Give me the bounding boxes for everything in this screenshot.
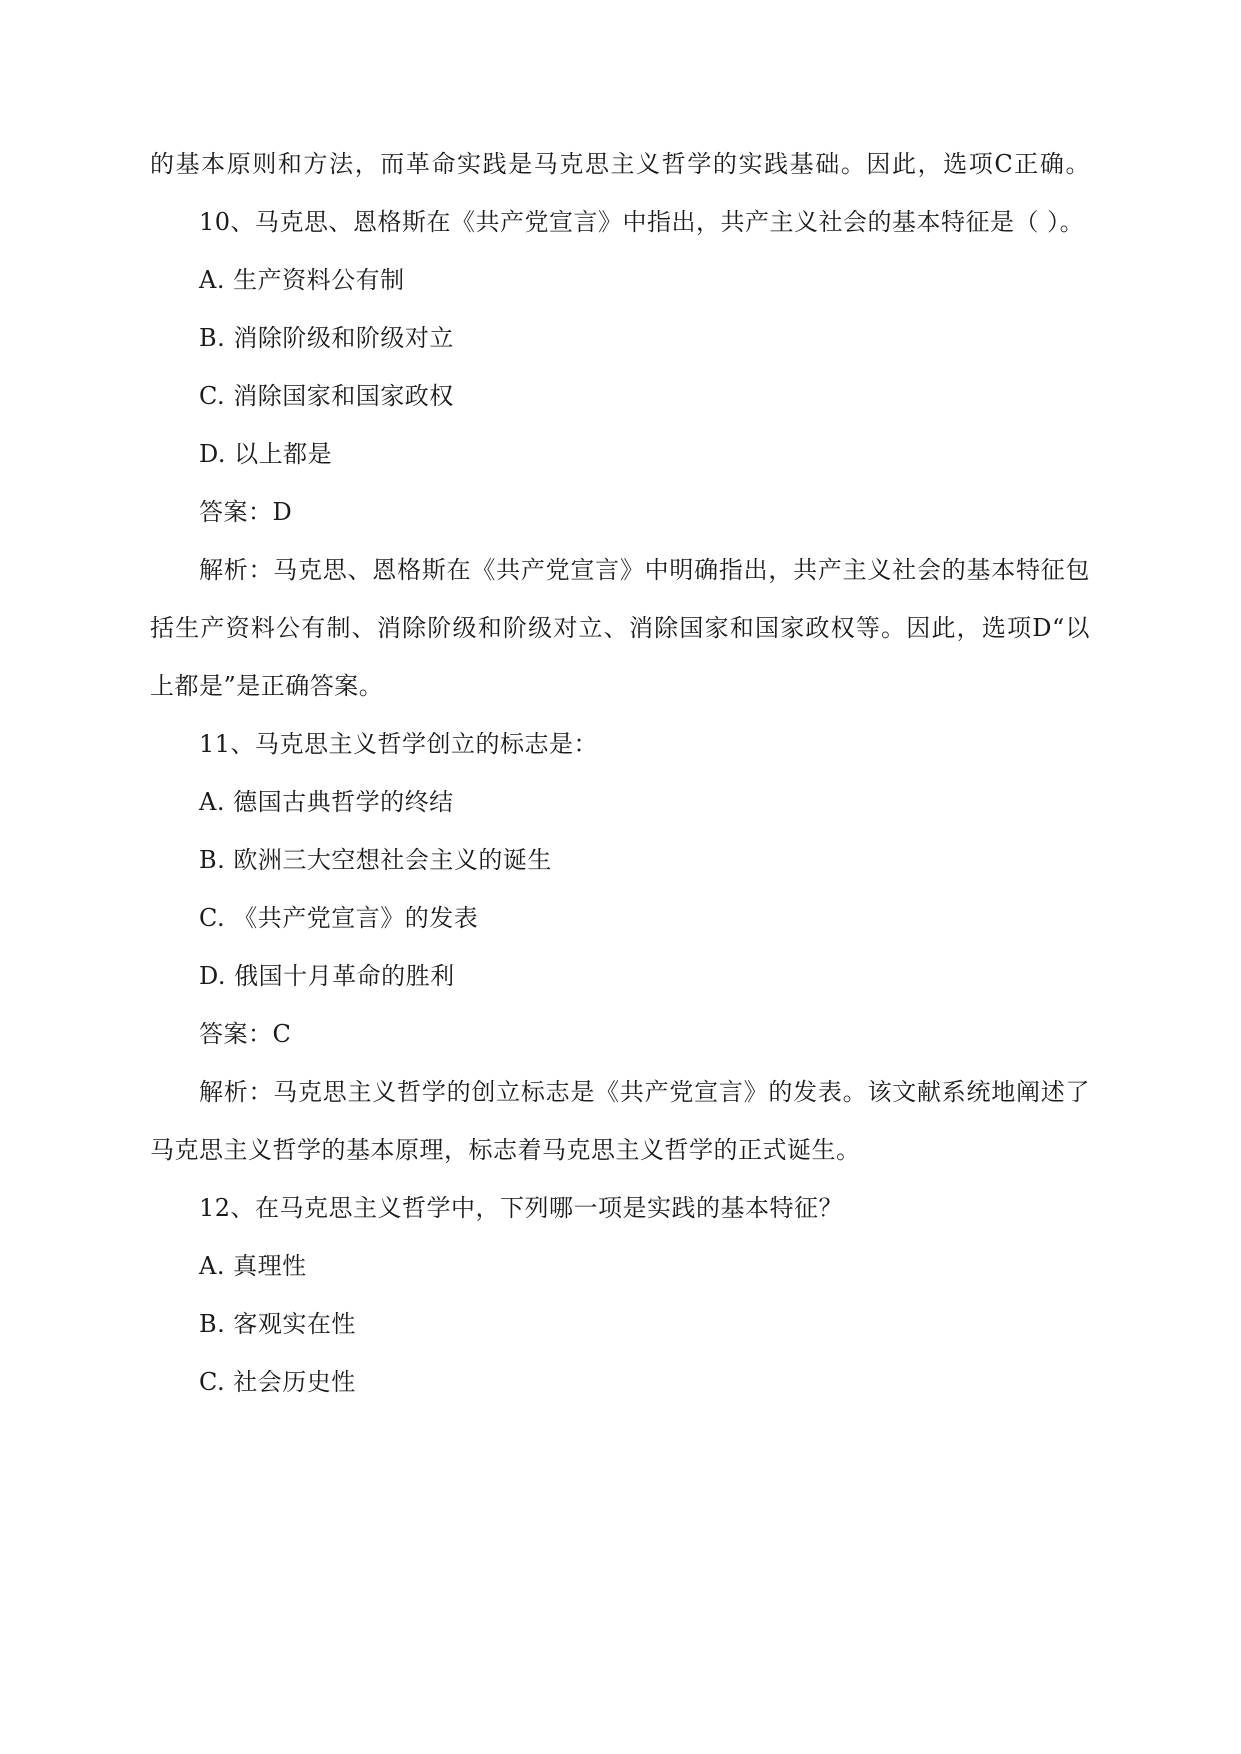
question-11-text: 11、马克思主义哲学创立的标志是： — [199, 730, 599, 758]
question-10-analysis-line-3: 上都是”是正确答案。 — [150, 672, 384, 700]
question-11-analysis-line-2: 马克思主义哲学的基本原理，标志着马克思主义哲学的正式诞生。 — [150, 1136, 861, 1164]
question-10-option-c: C. 消除国家和国家政权 — [199, 382, 454, 410]
question-10-answer: 答案：D — [199, 498, 293, 526]
question-10-option-b: B. 消除阶级和阶级对立 — [199, 324, 454, 352]
question-12-option-a: A. 真理性 — [199, 1252, 307, 1280]
question-11-analysis-line-1: 解析：马克思主义哲学的创立标志是《共产党宣言》的发表。该文献系统地阐述了 — [199, 1078, 1090, 1106]
question-11-option-a: A. 德国古典哲学的终结 — [199, 788, 454, 816]
question-10-option-d: D. 以上都是 — [199, 440, 333, 468]
question-10-option-a: A. 生产资料公有制 — [199, 266, 405, 294]
question-10-analysis-line-2: 括生产资料公有制、消除阶级和阶级对立、消除国家和国家政权等。因此，选项D“以 — [150, 614, 1090, 642]
question-11-answer: 答案：C — [199, 1020, 292, 1048]
question-10-text: 10、马克思、恩格斯在《共产党宣言》中指出，共产主义社会的基本特征是（ ）。 — [199, 208, 1085, 236]
question-11-option-d: D. 俄国十月革命的胜利 — [199, 962, 455, 990]
question-10-analysis-line-1: 解析：马克思、恩格斯在《共产党宣言》中明确指出，共产主义社会的基本特征包 — [199, 556, 1090, 584]
question-12-text: 12、在马克思主义哲学中，下列哪一项是实践的基本特征？ — [199, 1194, 844, 1222]
question-11-option-c: C. 《共产党宣言》的发表 — [199, 904, 479, 932]
question-12-option-c: C. 社会历史性 — [199, 1368, 356, 1396]
question-11-option-b: B. 欧洲三大空想社会主义的诞生 — [199, 846, 552, 874]
question-12-option-b: B. 客观实在性 — [199, 1310, 356, 1338]
paragraph-continuation-line: 的基本原则和方法，而革命实践是马克思主义哲学的实践基础。因此，选项C正确。 — [150, 150, 1090, 178]
